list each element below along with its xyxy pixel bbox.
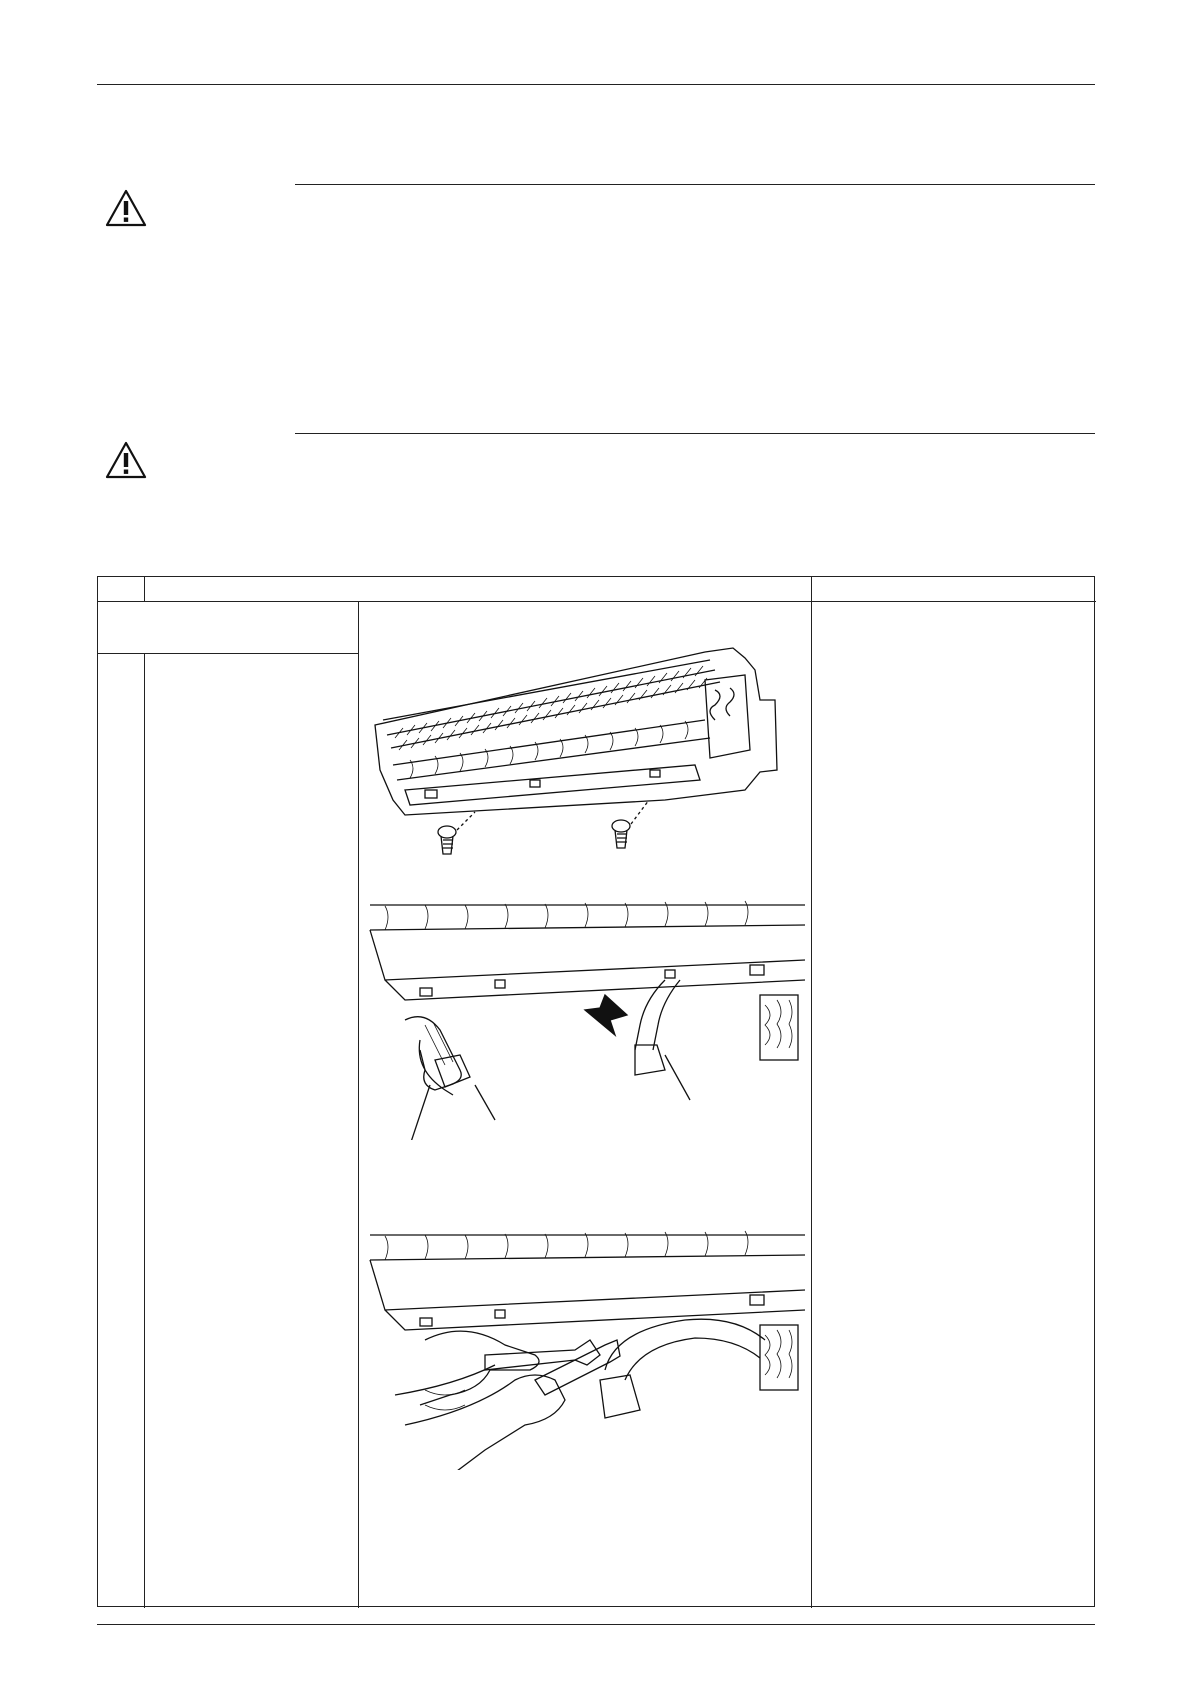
header-rule [97,84,1095,85]
warning-triangle-icon [104,188,148,228]
table-header-points [811,577,1096,601]
drain-hose-removal-figure [365,900,805,1140]
footer-rule [97,1624,1095,1625]
table-header-vdivider-1 [144,577,145,601]
table-step-cell [98,653,144,693]
heat-exchanger-screws-figure [365,640,805,870]
warning-triangle-icon [104,440,148,480]
screw-icon-left [438,812,475,854]
warning-2-top-rule [295,433,1095,434]
table-main-vdivider-right [811,577,812,1608]
screw-icon-right [612,800,649,848]
table-step-vdivider [144,653,145,1608]
warning-block-2 [104,440,148,480]
warning-block-1 [104,188,148,228]
table-header-step [98,577,144,601]
table-header-procedure [144,577,811,601]
table-main-vdivider-figure [358,601,359,1608]
table-points-cell [811,601,1096,641]
table-procedure-cell [144,653,358,693]
warning-1-top-rule [295,184,1095,185]
wrench-flare-nut-figure [365,1230,805,1470]
